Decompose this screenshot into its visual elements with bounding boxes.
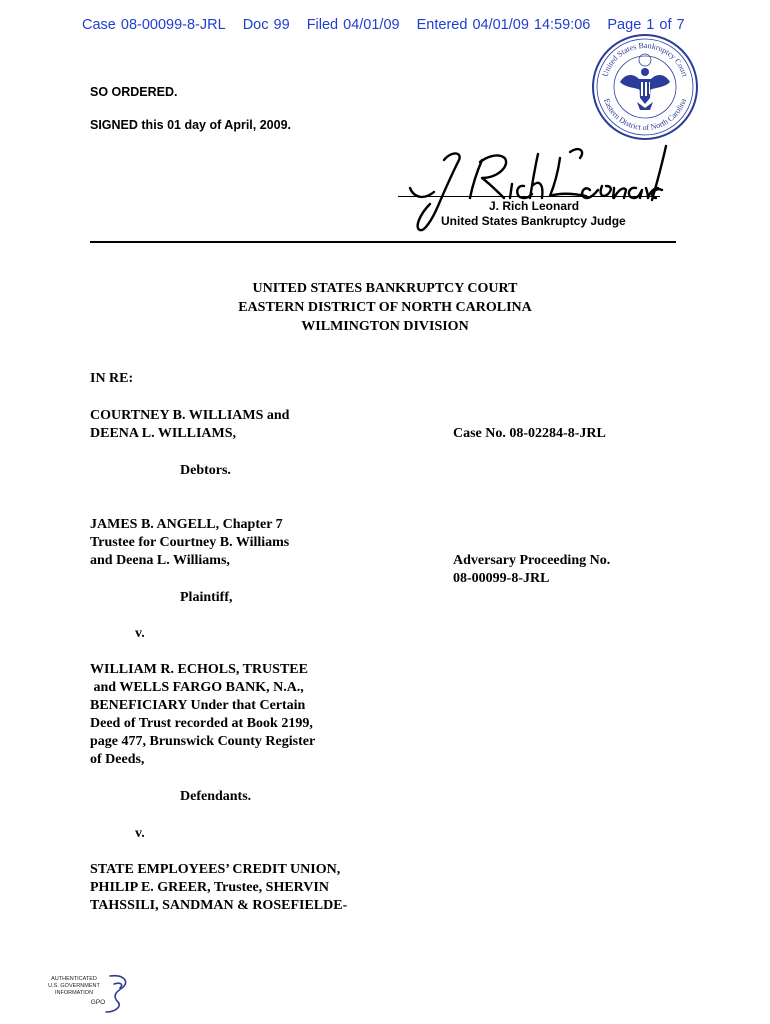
seal-top-text: United States Bankruptcy Court bbox=[600, 40, 690, 78]
defendant-line-6: of Deeds, bbox=[90, 752, 145, 767]
defendant-line-5: page 477, Brunswick County Register bbox=[90, 734, 316, 749]
seal-bottom-text: Eastern District of North Carolina bbox=[601, 97, 689, 133]
third-party-line-3: TAHSSILI, SANDMAN & ROSEFIELDE- bbox=[90, 898, 348, 913]
gpo-line-2: U.S. GOVERNMENT bbox=[48, 983, 100, 989]
plaintiff-line-1: JAMES B. ANGELL, Chapter 7 bbox=[90, 517, 283, 532]
defendant-line-3: BENEFICIARY Under that Certain bbox=[90, 698, 306, 713]
gpo-eagle-icon bbox=[106, 976, 126, 1012]
debtors-line-1: COURTNEY B. WILLIAMS and bbox=[90, 408, 290, 423]
in-re: IN RE: bbox=[90, 371, 134, 386]
debtors-label: Debtors. bbox=[180, 463, 231, 478]
defendant-line-4: Deed of Trust recorded at Book 2199, bbox=[90, 716, 313, 731]
debtors-line-2: DEENA L. WILLIAMS, bbox=[90, 426, 237, 441]
adversary-proceeding-label: Adversary Proceeding No. bbox=[453, 553, 611, 568]
gpo-authenticated-logo bbox=[40, 972, 132, 1016]
defendant-line-1: WILLIAM R. ECHOLS, TRUSTEE bbox=[90, 662, 308, 677]
stamp-page: Page 1 of 7 bbox=[607, 17, 685, 33]
adversary-proceeding-number: 08-00099-8-JRL bbox=[453, 571, 550, 586]
stamp-entered: Entered 04/01/09 14:59:06 bbox=[416, 17, 591, 33]
defendant-line-2: and WELLS FARGO BANK, N.A., bbox=[90, 680, 304, 695]
stamp-case: Case 08-00099-8-JRL bbox=[82, 17, 226, 33]
versus-1: v. bbox=[135, 626, 145, 641]
plaintiff-line-3: and Deena L. Williams, bbox=[90, 553, 230, 568]
third-party-line-2: PHILIP E. GREER, Trustee, SHERVIN bbox=[90, 880, 329, 895]
judge-name: J. Rich Leonard bbox=[489, 199, 580, 213]
stamp-doc: Doc 99 bbox=[242, 17, 290, 33]
court-seal-icon bbox=[590, 32, 700, 142]
versus-2: v. bbox=[135, 826, 145, 841]
plaintiff-label: Plaintiff, bbox=[180, 590, 233, 605]
signature-line bbox=[398, 196, 660, 197]
defendants-label: Defendants. bbox=[180, 789, 252, 804]
gpo-line-1: AUTHENTICATED bbox=[51, 976, 97, 982]
judge-title: United States Bankruptcy Judge bbox=[441, 214, 626, 228]
court-name: UNITED STATES BANKRUPTCY COURT bbox=[252, 281, 518, 296]
separator-rule bbox=[90, 241, 676, 243]
gpo-mark: GPO bbox=[90, 999, 106, 1006]
stamp-filed: Filed 04/01/09 bbox=[306, 17, 400, 33]
filing-stamp bbox=[82, 17, 697, 33]
court-division: WILMINGTON DIVISION bbox=[301, 319, 469, 334]
signed-date: SIGNED this 01 day of April, 2009. bbox=[90, 118, 291, 132]
plaintiff-line-2: Trustee for Courtney B. Williams bbox=[90, 535, 290, 550]
so-ordered: SO ORDERED. bbox=[90, 85, 178, 99]
court-district: EASTERN DISTRICT OF NORTH CAROLINA bbox=[238, 300, 532, 315]
case-number: Case No. 08-02284-8-JRL bbox=[453, 426, 606, 441]
gpo-line-3: INFORMATION bbox=[54, 990, 94, 996]
third-party-line-1: STATE EMPLOYEES’ CREDIT UNION, bbox=[90, 862, 341, 877]
